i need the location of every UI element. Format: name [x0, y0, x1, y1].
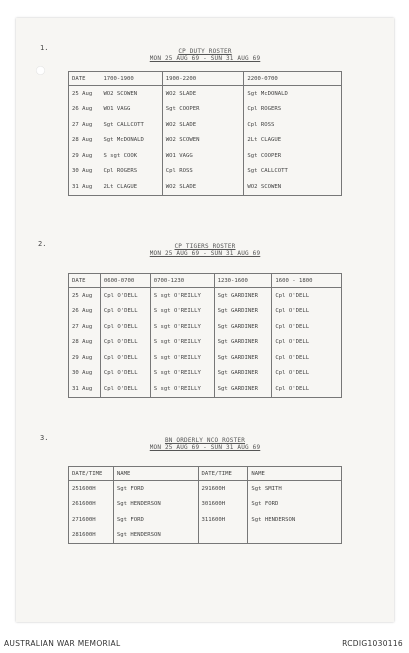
table-cell: 251600H [72, 485, 96, 492]
table-row [69, 366, 342, 382]
table-cell [248, 528, 342, 544]
table-cell: Sgt GARDINER [214, 335, 272, 351]
table-cell: 281600H [72, 532, 96, 539]
table-cell: 291600H [198, 481, 248, 497]
table-cell: 26 Aug [72, 308, 93, 315]
table-header-row [69, 467, 342, 481]
table-cell: 29 Aug [72, 354, 93, 361]
table-cell: Cpl O'DELL [100, 319, 150, 335]
column-header: 1900-2200 [162, 72, 244, 86]
table-cell: 31 Aug [72, 385, 93, 392]
table-cell: Sgt FORD [113, 512, 198, 528]
table-cell: Cpl O'DELL [100, 304, 150, 320]
table-cell: 30 Aug [72, 168, 93, 175]
table-cell: Sgt FORD [113, 481, 198, 497]
table-cell: Sgt HENDERSON [248, 512, 342, 528]
section-2-heading: CP TIGERS ROSTER [174, 243, 236, 250]
table-cell: S sgt O'REILLY [150, 350, 214, 366]
table-cell: S sgt O'REILLY [150, 319, 214, 335]
table-cell: Sgt COOPER [162, 102, 244, 118]
table-row [69, 350, 342, 366]
table-cell: 30 Aug [72, 370, 93, 377]
section-2-subtitle: MON 25 AUG 69 - SUN 31 AUG 69 [149, 250, 261, 257]
table-row [69, 133, 342, 149]
table-cell: S sgt O'REILLY [150, 335, 214, 351]
table-row [69, 481, 342, 497]
table-cell: Cpl O'DELL [272, 288, 342, 304]
table-cell: Sgt GARDINER [214, 350, 272, 366]
table-cell: Cpl O'DELL [100, 335, 150, 351]
table-row [69, 288, 342, 304]
table-cell: 28 Aug [72, 339, 93, 346]
cp-tigers-roster-table [68, 273, 342, 398]
table-cell: WO1 VAGG [103, 106, 131, 113]
table-cell: 26 Aug [72, 106, 93, 113]
table-cell: WO2 SCOWEN [162, 133, 244, 149]
column-header: 0700-1230 [150, 274, 214, 288]
table-cell: WO2 SCOWEN [103, 90, 138, 97]
table-cell: Sgt HENDERSON [113, 497, 198, 513]
section-1-heading: CP DUTY ROSTER [178, 48, 232, 55]
column-header: 2200-0700 [244, 72, 342, 86]
table-row [69, 148, 342, 164]
table-cell: WO2 SLADE [162, 117, 244, 133]
table-cell: Sgt GARDINER [214, 304, 272, 320]
table-cell: S sgt O'REILLY [150, 288, 214, 304]
table-cell: Cpl ROGERS [103, 168, 138, 175]
column-header: 1230-1600 [214, 274, 272, 288]
table-cell: Sgt CALLCOTT [244, 164, 342, 180]
table-header-row [69, 274, 342, 288]
table-row [69, 381, 342, 397]
table-cell: 31 Aug [72, 183, 93, 190]
table-row [69, 319, 342, 335]
section-3-subtitle: MON 25 AUG 69 - SUN 31 AUG 69 [149, 444, 261, 451]
column-header: 1600 - 1800 [272, 274, 342, 288]
document-id: RCDIG1030116 [342, 639, 403, 648]
table-cell: Cpl O'DELL [100, 381, 150, 397]
column-header: DATE/TIME [198, 467, 248, 481]
table-cell: WO2 SLADE [162, 179, 244, 195]
table-cell: 27 Aug [72, 323, 93, 330]
table-cell: WO1 VAGG [162, 148, 244, 164]
table-row [69, 164, 342, 180]
table-header-row [69, 72, 342, 86]
column-header: DATE/TIME [69, 467, 114, 481]
table-cell: 301600H [198, 497, 248, 513]
table-cell: WO2 SCOWEN [244, 179, 342, 195]
table-row [69, 528, 342, 544]
section-1-title [16, 48, 394, 62]
section-2-title [16, 243, 394, 257]
table-cell: Sgt SMITH [248, 481, 342, 497]
section-1-number: 1. [40, 44, 49, 52]
table-cell: 27 Aug [72, 121, 93, 128]
table-cell: 271600H [72, 516, 96, 523]
table-cell: 311600H [198, 512, 248, 528]
column-header: 1700-1900 [100, 72, 162, 86]
table-cell: S sgt O'REILLY [150, 304, 214, 320]
table-cell: Sgt GARDINER [214, 366, 272, 382]
table-cell: Sgt GARDINER [214, 288, 272, 304]
table-row [69, 102, 342, 118]
table-cell: Cpl ROSS [162, 164, 244, 180]
table-cell: Cpl O'DELL [272, 319, 342, 335]
table-row [69, 497, 342, 513]
archive-footer [0, 634, 409, 653]
table-cell: Sgt COOPER [244, 148, 342, 164]
table-row [69, 86, 342, 102]
table-cell: Sgt GARDINER [214, 381, 272, 397]
cp-duty-roster-table [68, 71, 342, 196]
table-cell: WO2 SLADE [162, 86, 244, 102]
section-3-number: 3. [40, 434, 49, 442]
table-row [69, 304, 342, 320]
table-cell: Sgt GARDINER [214, 319, 272, 335]
table-cell: 28 Aug [72, 137, 93, 144]
table-cell: 25 Aug [72, 90, 93, 97]
table-row [69, 117, 342, 133]
table-cell: Cpl ROGERS [244, 102, 342, 118]
column-header: DATE [69, 72, 101, 86]
institution-label: AUSTRALIAN WAR MEMORIAL [4, 639, 121, 648]
table-cell: Cpl O'DELL [100, 366, 150, 382]
table-cell: Sgt McDONALD [244, 86, 342, 102]
column-header: DATE [69, 274, 101, 288]
table-cell: 2Lt CLAGUE [244, 133, 342, 149]
table-cell: 2Lt CLAGUE [103, 183, 138, 190]
section-2-number: 2. [38, 240, 47, 248]
section-3-heading: BN ORDERLY NCO ROSTER [164, 437, 246, 444]
section-3-title [16, 437, 394, 451]
table-cell: 261600H [72, 501, 96, 508]
column-header: 0600-0700 [100, 274, 150, 288]
table-cell: S sgt O'REILLY [150, 381, 214, 397]
table-cell: Cpl O'DELL [272, 304, 342, 320]
bn-orderly-nco-roster-table [68, 466, 342, 544]
table-cell: Cpl O'DELL [100, 350, 150, 366]
table-cell: Cpl O'DELL [272, 350, 342, 366]
table-row [69, 512, 342, 528]
table-cell: Cpl ROSS [244, 117, 342, 133]
table-cell: S sgt COOK [103, 152, 138, 159]
table-cell: Sgt HENDERSON [113, 528, 198, 544]
table-cell [198, 528, 248, 544]
table-cell: Cpl O'DELL [272, 381, 342, 397]
table-cell: Cpl O'DELL [272, 335, 342, 351]
table-cell: S sgt O'REILLY [150, 366, 214, 382]
table-cell: Sgt McDONALD [103, 137, 144, 144]
table-row [69, 179, 342, 195]
punch-hole [36, 66, 45, 75]
section-1-subtitle: MON 25 AUG 69 - SUN 31 AUG 69 [149, 55, 261, 62]
table-cell: Sgt CALLCOTT [103, 121, 144, 128]
table-row [69, 335, 342, 351]
column-header: NAME [113, 467, 198, 481]
column-header: NAME [248, 467, 342, 481]
table-cell: Sgt FORD [248, 497, 342, 513]
table-cell: Cpl O'DELL [272, 366, 342, 382]
table-cell: Cpl O'DELL [100, 288, 150, 304]
table-cell: 25 Aug [72, 292, 93, 299]
table-cell: 29 Aug [72, 152, 93, 159]
